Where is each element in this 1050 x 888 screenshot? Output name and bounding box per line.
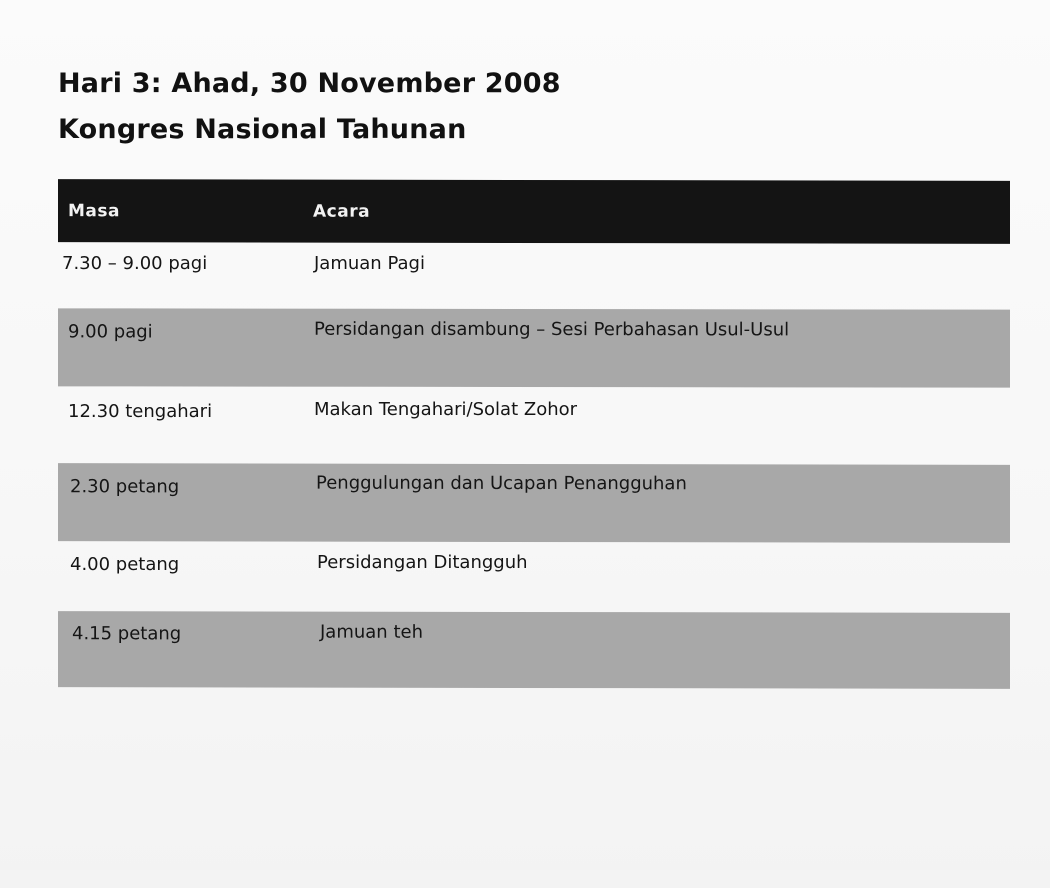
row-time: 9.00 pagi (68, 321, 153, 343)
row-event: Penggulungan dan Ucapan Penangguhan (316, 472, 687, 495)
table-row (58, 243, 1010, 309)
table-header (58, 179, 1010, 244)
row-time: 12.30 tengahari (68, 401, 213, 422)
table-row (58, 387, 1010, 464)
row-time: 4.00 petang (70, 554, 180, 575)
table-row (58, 308, 1010, 387)
row-time: 7.30 – 9.00 pagi (62, 253, 208, 274)
row-event: Persidangan Ditangguh (317, 552, 528, 573)
table-row (58, 463, 1010, 543)
table-row (58, 542, 1010, 612)
row-event: Jamuan teh (320, 621, 423, 643)
row-event: Persidangan disambung – Sesi Perbahasan Usul-Usul (314, 318, 790, 341)
row-time: 2.30 petang (70, 476, 180, 498)
table-row (58, 611, 1010, 689)
header-time: Masa (68, 201, 120, 222)
page-title: Hari 3: Ahad, 30 November 2008 (58, 68, 561, 99)
header-event: Acara (313, 201, 371, 222)
row-event: Makan Tengahari/Solat Zohor (314, 399, 578, 420)
page-subtitle: Kongres Nasional Tahunan (58, 114, 467, 145)
row-time: 4.15 petang (72, 623, 182, 645)
row-event: Jamuan Pagi (314, 253, 425, 274)
